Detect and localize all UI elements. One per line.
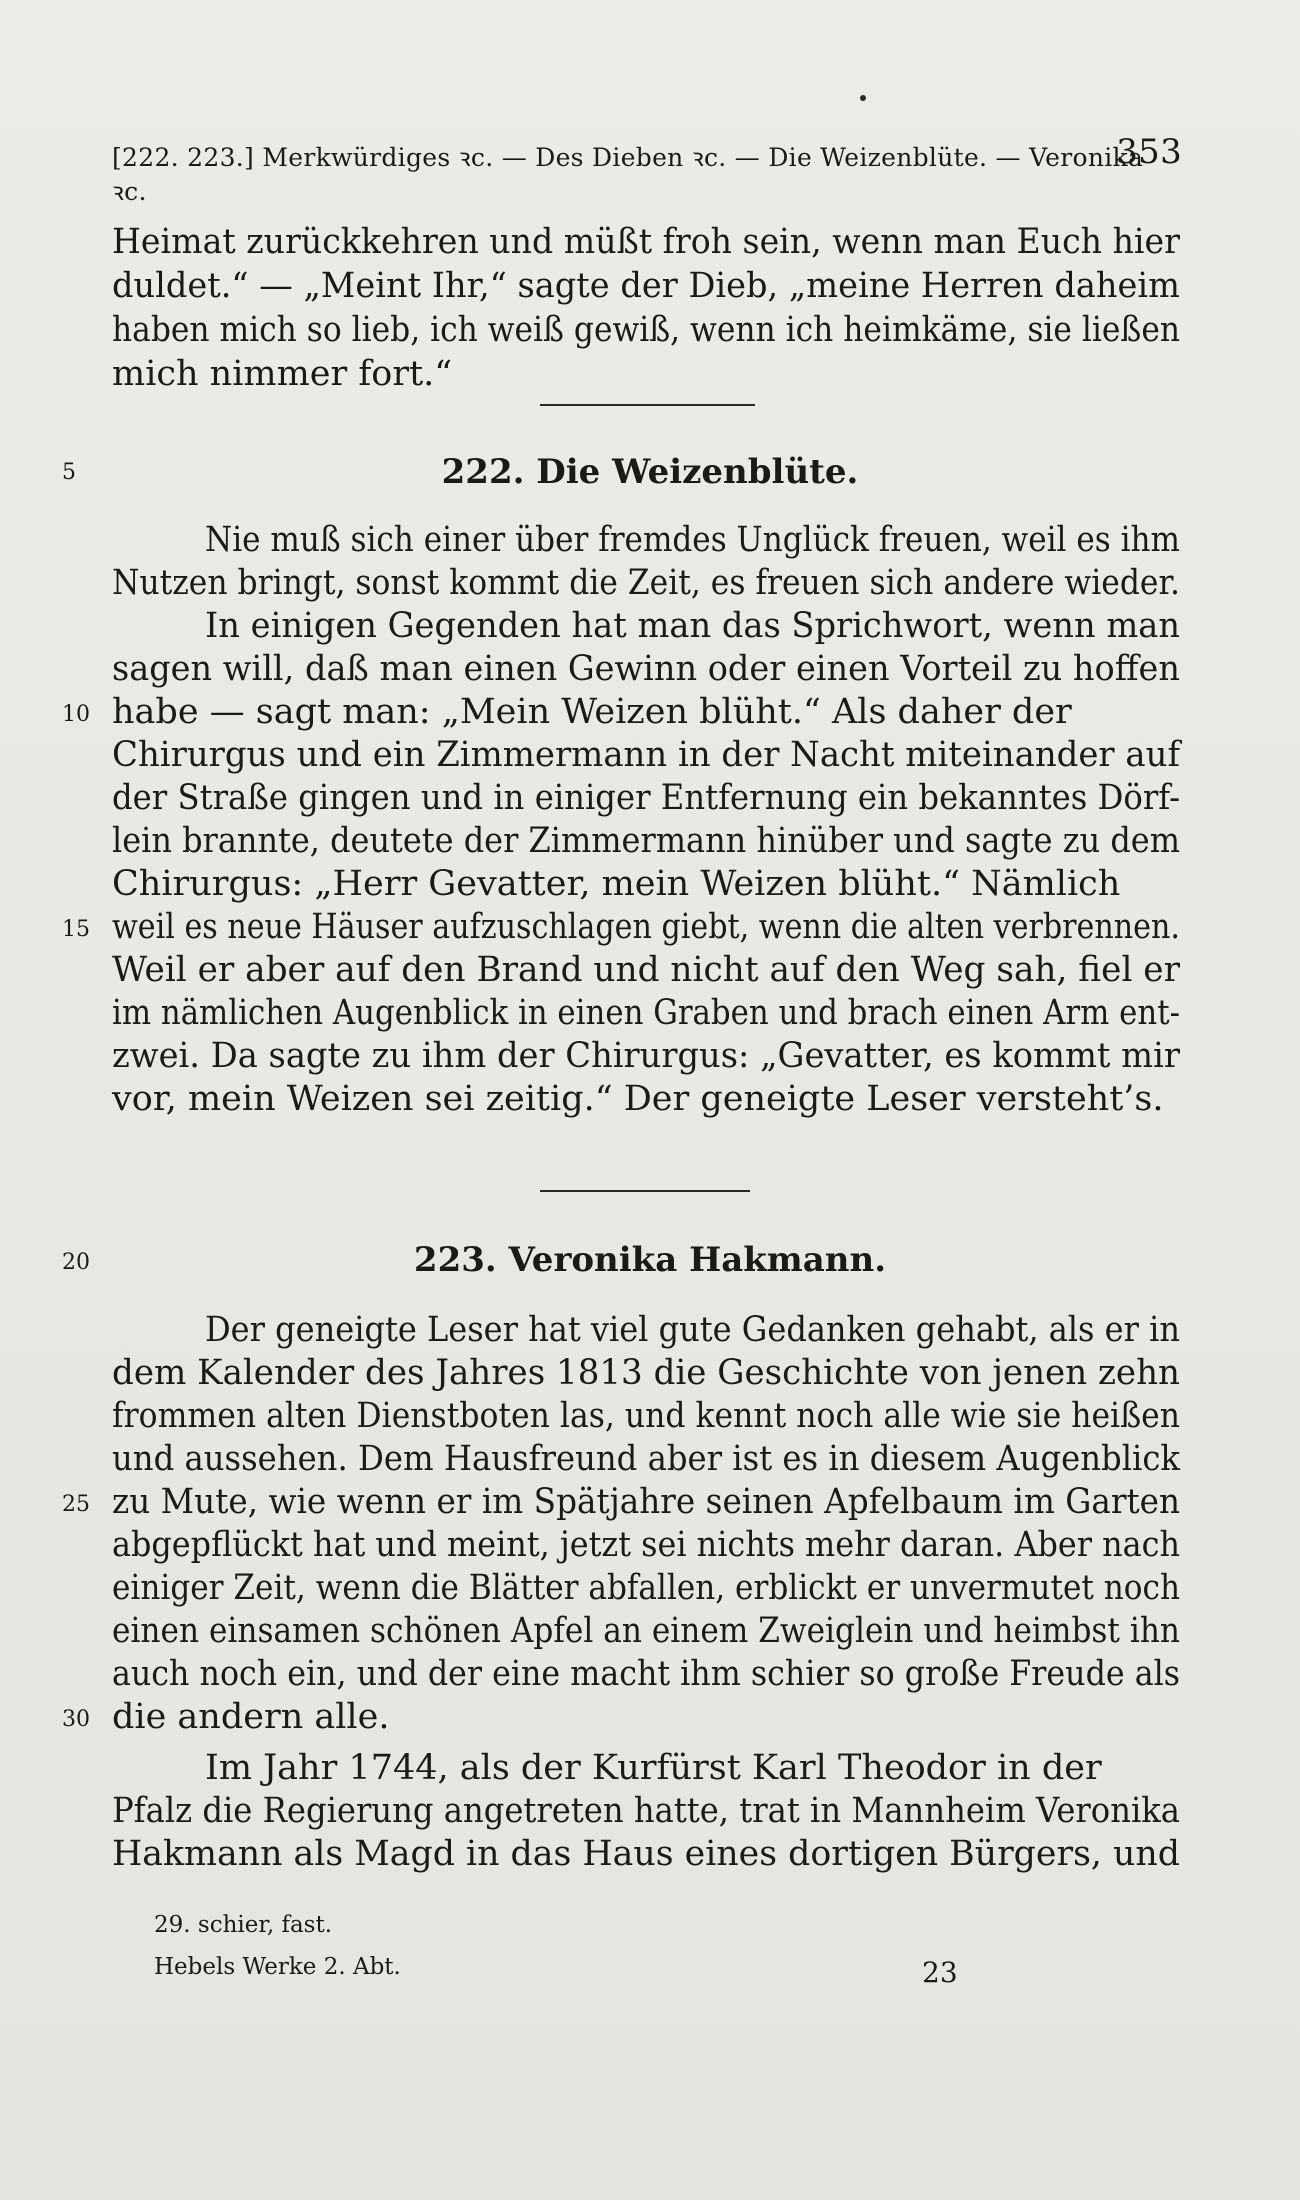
- text-line: lein brannte, deutete der Zimmermann hinüber und sagte zu dem: [112, 821, 1180, 861]
- footnote: 29. schier, fast.: [154, 1912, 333, 1938]
- text-line: Im Jahr 1744, als der Kurfürst Karl Theodor in der: [205, 1748, 1102, 1788]
- text-line: mich nimmer fort.“: [112, 354, 453, 394]
- section-heading-222: 222. Die Weizenblüte.: [441, 452, 859, 492]
- line-number: 25: [62, 1492, 90, 1517]
- line-number: 10: [62, 702, 90, 727]
- text-line: Nutzen bringt, sonst kommt die Zeit, es freuen sich andere wieder.: [112, 563, 1180, 603]
- text-line: Hakmann als Magd in das Haus eines dortigen Bürgers, und: [112, 1834, 1180, 1874]
- page-number-top: 353: [1116, 132, 1182, 172]
- text-line: Weil er aber auf den Brand und nicht auf den Weg sah, fiel er: [112, 950, 1180, 990]
- text-line: Chirurgus und ein Zimmermann in der Nacht miteinander auf: [112, 735, 1180, 775]
- running-header: [112, 132, 1182, 206]
- text-line: dem Kalender des Jahres 1813 die Geschichte von jenen zehn: [112, 1353, 1180, 1393]
- text-line: Pfalz die Regierung angetreten hatte, trat in Mannheim Veronika: [112, 1791, 1180, 1831]
- text-line: Der geneigte Leser hat viel gute Gedanken gehabt, als er in: [205, 1310, 1180, 1350]
- section-heading-223: 223. Veronika Hakmann.: [413, 1240, 887, 1280]
- line-number: 30: [62, 1707, 90, 1732]
- text-line: In einigen Gegenden hat man das Sprichwort, wenn man: [205, 606, 1180, 646]
- text-line: und aussehen. Dem Hausfreund aber ist es in diesem Augenblick: [112, 1439, 1180, 1479]
- section-divider: [540, 1190, 750, 1192]
- section-divider: [540, 404, 755, 406]
- page-number-bottom: 23: [922, 1956, 958, 1989]
- text-line: auch noch ein, und der eine macht ihm schier so große Freude als: [112, 1654, 1180, 1694]
- text-line: die andern alle.: [112, 1697, 390, 1737]
- line-number: 5: [62, 460, 76, 485]
- text-line: im nämlichen Augenblick in einen Graben und brach einen Arm ent-: [112, 993, 1180, 1033]
- text-line: duldet.“ — „Meint Ihr,“ sagte der Dieb, „meine Herren daheim: [112, 266, 1180, 306]
- text-line: Chirurgus: „Herr Gevatter, mein Weizen blüht.“ Nämlich: [112, 864, 1121, 904]
- signature-mark: Hebels Werke 2. Abt.: [154, 1954, 401, 1980]
- text-line: weil es neue Häuser aufzuschlagen giebt, wenn die alten verbrennen.: [112, 907, 1180, 947]
- text-line: Nie muß sich einer über fremdes Unglück freuen, weil es ihm: [205, 520, 1180, 560]
- ink-speck: [860, 95, 866, 101]
- running-title: [222. 223.] Merkwürdiges ꝛc. — Des Dieben ꝛc. — Die Weizenblüte. — Veronika ꝛc.: [112, 143, 1144, 206]
- text-line: sagen will, daß man einen Gewinn oder einen Vorteil zu hoffen: [112, 649, 1180, 689]
- text-line: zu Mute, wie wenn er im Spätjahre seinen Apfelbaum im Garten: [112, 1482, 1180, 1522]
- text-line: vor, mein Weizen sei zeitig.“ Der geneigte Leser versteht’s.: [112, 1079, 1164, 1119]
- text-line: der Straße gingen und in einiger Entfernung ein bekanntes Dörf-: [112, 778, 1180, 818]
- line-number: 20: [62, 1250, 90, 1275]
- text-line: habe — sagt man: „Mein Weizen blüht.“ Als daher der: [112, 692, 1072, 732]
- text-line: abgepflückt hat und meint, jetzt sei nichts mehr daran. Aber nach: [112, 1525, 1180, 1565]
- text-line: einiger Zeit, wenn die Blätter abfallen, erblickt er unvermutet noch: [112, 1568, 1180, 1608]
- line-number: 15: [62, 917, 90, 942]
- text-line: haben mich so lieb, ich weiß gewiß, wenn ich heimkäme, sie ließen: [112, 310, 1180, 350]
- text-line: frommen alten Dienstboten las, und kennt noch alle wie sie heißen: [112, 1396, 1180, 1436]
- text-line: zwei. Da sagte zu ihm der Chirurgus: „Gevatter, es kommt mir: [112, 1036, 1180, 1076]
- text-line: einen einsamen schönen Apfel an einem Zweiglein und heimbst ihn: [112, 1611, 1180, 1651]
- text-line: Heimat zurückkehren und müßt froh sein, wenn man Euch hier: [112, 222, 1180, 262]
